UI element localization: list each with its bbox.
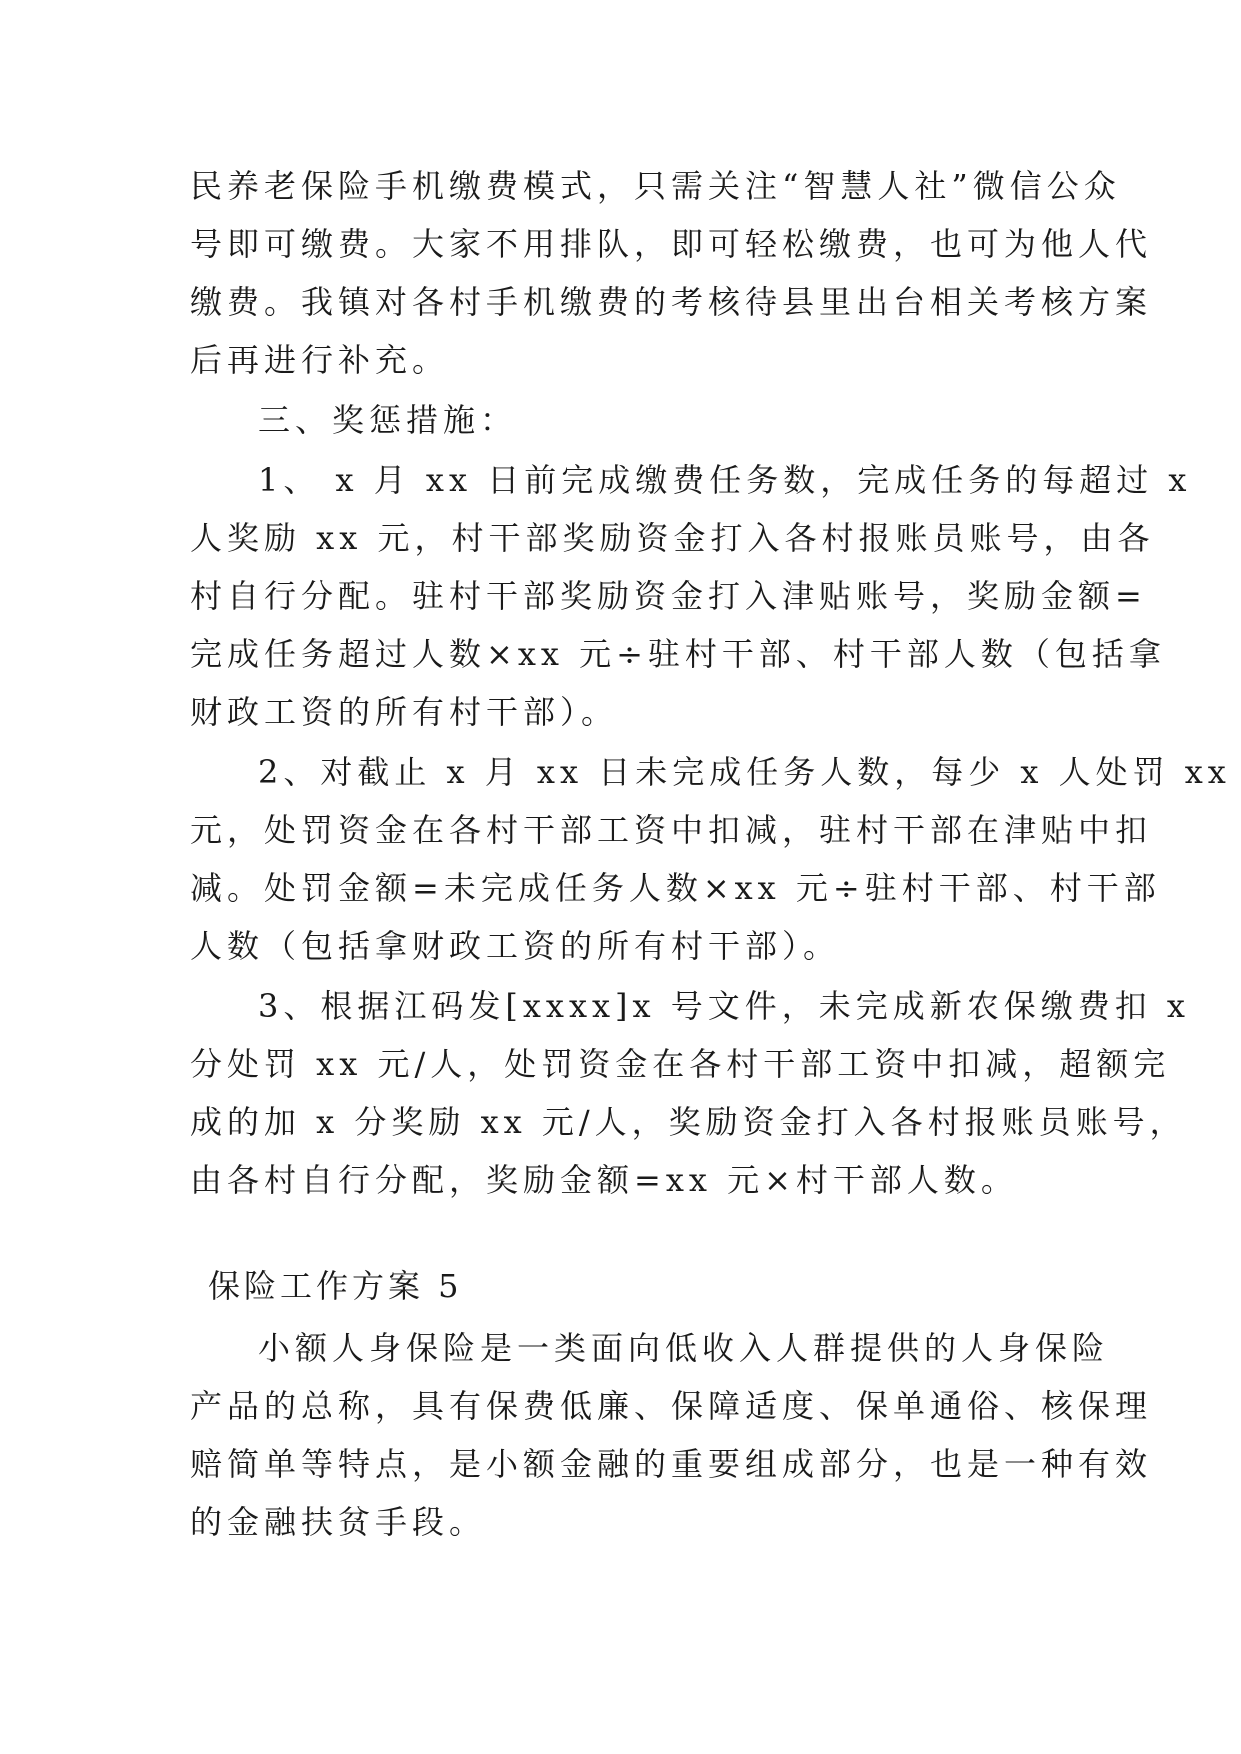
paragraph-line: 减。处罚金额=未完成任务人数×xx 元÷驻村干部、村干部 (190, 869, 1161, 907)
paragraph-line: 后再进行补充。 (190, 341, 450, 379)
paragraph-line: 成的加 x 分奖励 xx 元/人，奖励资金打入各村报账员账号， (190, 1103, 1187, 1141)
paragraph-line: 完成任务超过人数×xx 元÷驻村干部、村干部人数（包括拿 (190, 635, 1166, 673)
paragraph-line: 由各村自行分配，奖励金额=xx 元×村干部人数。 (190, 1161, 1018, 1199)
paragraph-line: 小额人身保险是一类面向低收入人群提供的人身保险 (258, 1329, 1110, 1367)
paragraph-line: 村自行分配。驻村干部奖励资金打入津贴账号，奖励金额= (190, 577, 1147, 615)
paragraph-line: 人奖励 xx 元，村干部奖励资金打入各村报账员账号，由各 (190, 519, 1155, 557)
paragraph-line: 民养老保险手机缴费模式，只需关注“智慧人社”微信公众 (190, 167, 1121, 205)
paragraph-line: 缴费。我镇对各村手机缴费的考核待县里出台相关考核方案 (190, 283, 1153, 321)
paragraph-line: 3、根据江码发[xxxx]x 号文件，未完成新农保缴费扣 x (258, 987, 1190, 1025)
paragraph-line: 1、 x 月 xx 日前完成缴费任务数，完成任务的每超过 x (258, 461, 1192, 499)
paragraph-line: 赔简单等特点，是小额金融的重要组成部分，也是一种有效 (190, 1445, 1153, 1483)
paragraph-line: 财政工资的所有村干部）。 (190, 693, 619, 731)
paragraph-line: 号即可缴费。大家不用排队，即可轻松缴费，也可为他人代 (190, 225, 1153, 263)
paragraph-line: 产品的总称，具有保费低廉、保障适度、保单通俗、核保理 (190, 1387, 1153, 1425)
section-title: 保险工作方案 5 (208, 1267, 463, 1305)
paragraph-line: 分处罚 xx 元/人，处罚资金在各村干部工资中扣减，超额完 (190, 1045, 1171, 1083)
section-heading: 三、奖惩措施： (258, 401, 518, 439)
paragraph-line: 的金融扶贫手段。 (190, 1503, 487, 1541)
paragraph-line: 2、对截止 x 月 xx 日未完成任务人数，每少 x 人处罚 xx (258, 753, 1231, 791)
paragraph-line: 人数（包括拿财政工资的所有村干部）。 (190, 927, 841, 965)
paragraph-line: 元，处罚资金在各村干部工资中扣减，驻村干部在津贴中扣 (190, 811, 1153, 849)
